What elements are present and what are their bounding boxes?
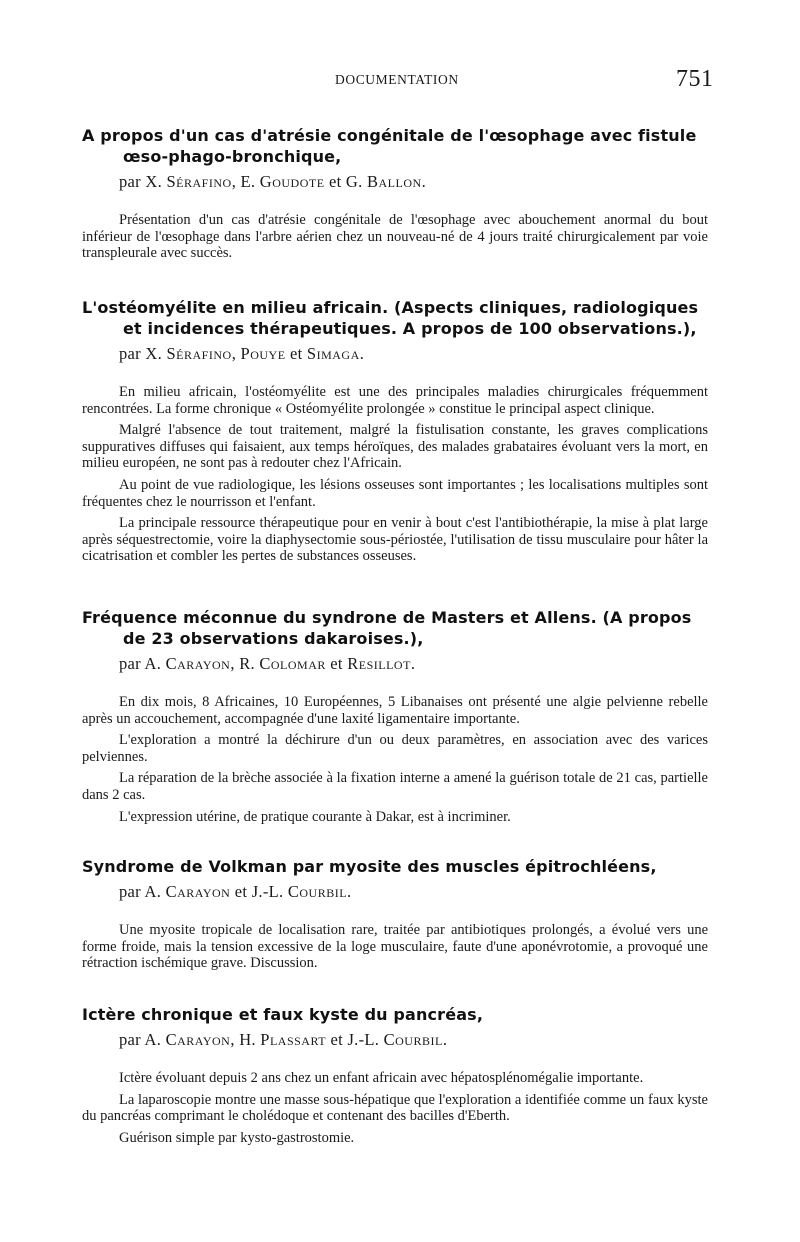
article-paragraph: La principale ressource thérapeutique pour en venir à bout c'est l'antibiothérapie, la mise à plat large après séquestrectomie, voire la diaphysectomie sous-périostée, l'utilisation de tissu musculaire pour hâter la cicatrisation et combler les pertes de substances osseuses.: [82, 515, 708, 565]
authors-prefix: par: [119, 344, 146, 363]
article-4: [82, 856, 708, 977]
author-name: Colomar: [259, 654, 326, 673]
article-paragraph: L'expression utérine, de pratique courante à Dakar, est à incriminer.: [119, 808, 511, 825]
author-separator: ,: [231, 172, 241, 191]
page-number: 751: [676, 66, 714, 92]
article-body: [82, 694, 708, 825]
author-name: Pouye: [240, 344, 286, 363]
author-initial: X.: [145, 344, 163, 363]
article-2: [82, 297, 708, 570]
article-body: [82, 922, 708, 972]
article-authors: [119, 881, 708, 903]
author-name: Carayon: [165, 1030, 231, 1049]
author-separator: .: [421, 172, 427, 191]
article-5: [82, 1004, 708, 1151]
author-name: Goudote: [259, 172, 325, 191]
article-3: [82, 607, 708, 830]
author-separator: et: [230, 882, 252, 901]
running-head: [0, 66, 800, 94]
author-separator: et: [324, 172, 346, 191]
article-body: [82, 1070, 708, 1146]
author-name: Resillot: [347, 654, 411, 673]
author-name: Sérafino: [166, 344, 232, 363]
article-paragraph: L'exploration a montré la déchirure d'un ou deux paramètres, en association avec des varices pelviennes.: [82, 732, 708, 765]
article-paragraph: Présentation d'un cas d'atrésie congénitale de l'œsophage avec abouchement anormal du bout inférieur de l'œsophage dans l'arbre aérien chez un nouveau-né de 4 jours traité chirurgicalement par voie transpleurale avec succès.: [82, 212, 708, 262]
author-initial: A.: [144, 1030, 162, 1049]
article-paragraph: En milieu africain, l'ostéomyélite est une des principales maladies chirurgicales fréquemment rencontrées. La forme chronique « Ostéomyélite prolongée » constitue le principal aspect clinique.: [82, 384, 708, 417]
article-authors: [119, 1029, 708, 1051]
author-name: Simaga: [306, 344, 360, 363]
article-title: L'ostéomyélite en milieu africain. (Aspects cliniques, radiologiques et incidences thérapeutiques. A propos de 100 observations.),: [82, 298, 699, 338]
article-paragraph: Une myosite tropicale de localisation rare, traitée par antibiotiques prolongés, a évolué vers une forme froide, mais la tension excessive de la loge musculaire, faute d'une aponévrotomie, a provoqué une rétraction ischémique grave. Discussion.: [82, 922, 708, 972]
article-body: [82, 384, 708, 565]
article-1: [82, 125, 708, 267]
author-separator: ,: [230, 1030, 240, 1049]
author-initial: J.-L.: [251, 882, 284, 901]
author-separator: et: [285, 344, 307, 363]
article-authors: [119, 343, 708, 365]
author-separator: .: [442, 1030, 448, 1049]
author-separator: .: [410, 654, 416, 673]
running-title: DOCUMENTATION: [335, 72, 459, 87]
author-separator: ,: [231, 344, 241, 363]
author-separator: .: [347, 882, 352, 901]
author-separator: et: [325, 654, 348, 673]
author-initial: G.: [345, 172, 363, 191]
article-body: [82, 212, 708, 262]
article-authors: [119, 171, 708, 193]
article-paragraph: Au point de vue radiologique, les lésions osseuses sont importantes ; les localisations multiples sont fréquentes chez le nourrisson et l'enfant.: [82, 476, 708, 510]
article-title: Ictère chronique et faux kyste du pancréas,: [82, 1005, 484, 1024]
author-separator: et: [326, 1030, 348, 1049]
article-paragraph: En dix mois, 8 Africaines, 10 Européennes, 5 Libanaises ont présenté une algie pelvienne rebelle après un accouchement, accompagnée d'une laxité ligamentaire importante.: [82, 694, 708, 727]
authors-prefix: par: [119, 654, 145, 673]
author-initial: R.: [239, 654, 255, 673]
author-name: Courbil: [383, 1030, 443, 1049]
authors-prefix: par: [119, 1030, 145, 1049]
article-paragraph: Ictère évoluant depuis 2 ans chez un enfant africain avec hépatosplénomégalie importante.: [119, 1070, 644, 1086]
author-initial: X.: [145, 172, 163, 191]
article-paragraph: Guérison simple par kysto-gastrostomie.: [119, 1129, 355, 1146]
article-authors: [119, 653, 708, 675]
article-paragraph: La réparation de la brèche associée à la fixation interne a amené la guérison totale de 21 cas, partielle dans 2 cas.: [82, 770, 708, 803]
author-name: Carayon: [165, 654, 231, 673]
author-name: Plassart: [260, 1030, 327, 1049]
article-title: Syndrome de Volkman par myosite des muscles épitrochléens,: [82, 857, 657, 876]
author-name: Sérafino: [166, 172, 232, 191]
authors-prefix: par: [119, 882, 145, 901]
author-separator: ,: [230, 654, 240, 673]
author-initial: E.: [240, 172, 256, 191]
author-initial: J.-L.: [347, 1030, 380, 1049]
authors-prefix: par: [119, 172, 146, 191]
author-initial: A.: [144, 654, 162, 673]
article-paragraph: La laparoscopie montre une masse sous-hépatique que l'exploration a identifiée comme un faux kyste du pancréas comprimant le cholédoque et contenant des bacilles d'Eberth.: [82, 1091, 708, 1125]
author-name: Ballon: [367, 172, 422, 191]
article-title: A propos d'un cas d'atrésie congénitale de l'œsophage avec fistule œso-phago-bronchique,: [82, 126, 697, 166]
article-paragraph: Malgré l'absence de tout traitement, malgré la fistulisation constante, les graves complications suppuratives diffuses qui faisaient, aux temps héroïques, des malades grabataires évoluant vers la mort, en milieu européen, ne sont pas à redouter chez l'Africain.: [82, 422, 708, 472]
author-name: Carayon: [165, 882, 231, 901]
author-separator: .: [359, 344, 365, 363]
author-initial: A.: [144, 882, 162, 901]
author-initial: H.: [239, 1030, 256, 1049]
article-title: Fréquence méconnue du syndrone de Masters et Allens. (A propos de 23 observations dakaroises.),: [82, 608, 692, 648]
author-name: Courbil: [287, 882, 348, 901]
